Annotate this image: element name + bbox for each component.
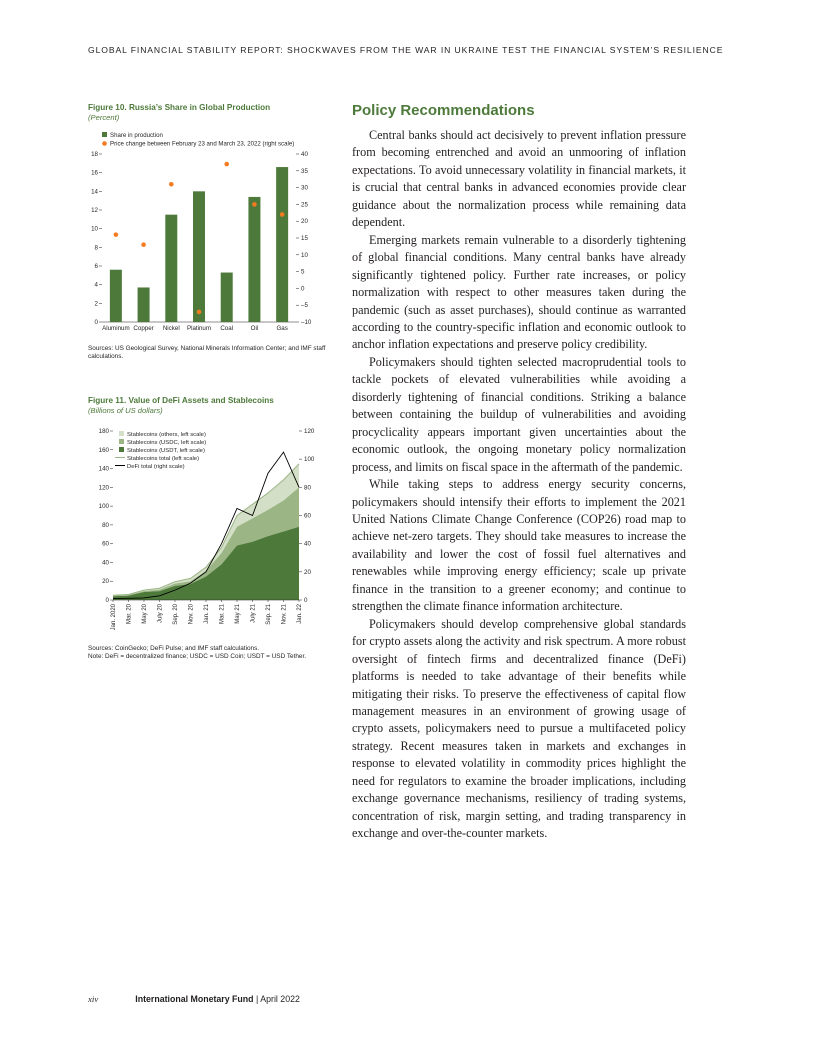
y-tick-label-right: 15 bbox=[301, 235, 308, 242]
x-tick-label: Jan. 22 bbox=[297, 604, 303, 624]
area-stablecoins-usdt bbox=[113, 527, 299, 600]
figure11-note: Note: DeFi = decentralized finance; USDC = USD Coin; USDT = USD Tether. bbox=[88, 653, 307, 660]
legend-swatch-price bbox=[102, 141, 107, 146]
y-tick-label-left: 40 bbox=[102, 559, 109, 567]
page-footer bbox=[88, 994, 300, 1004]
y-tick-label-right: –10 bbox=[301, 319, 312, 326]
figure11-sources: Sources: CoinGecko; DeFi Pulse; and IMF staff calculations. bbox=[88, 645, 260, 652]
page-number: xiv bbox=[88, 994, 99, 1004]
y-tick-label-left: 0 bbox=[105, 597, 109, 604]
point-price-change-oil bbox=[252, 202, 257, 207]
y-tick-label-left: 140 bbox=[98, 465, 109, 473]
point-price-change-gas bbox=[280, 212, 285, 217]
legend-label-others: Stablecoins (others, left scale) bbox=[127, 432, 206, 438]
y-tick-label-left: 2 bbox=[94, 300, 98, 308]
y-tick-label-left: 60 bbox=[102, 540, 109, 548]
y-tick-label-right: 60 bbox=[304, 512, 311, 520]
y-tick-label-right: 20 bbox=[301, 218, 308, 226]
y-tick-label-right: –5 bbox=[301, 302, 308, 310]
figure10-legend bbox=[102, 132, 294, 148]
footer-date: April 2022 bbox=[260, 994, 300, 1004]
y-tick-label-right: 40 bbox=[304, 540, 311, 548]
y-tick-label-right: 40 bbox=[301, 151, 308, 158]
y-tick-label-left: 120 bbox=[98, 484, 109, 492]
y-tick-label-right: 20 bbox=[304, 568, 311, 576]
y-tick-label-right: 25 bbox=[301, 201, 308, 209]
bar-share-oil bbox=[248, 197, 260, 322]
x-tick-label: Sep. 20 bbox=[173, 604, 179, 625]
figure11-legend bbox=[115, 431, 206, 470]
figure10-sources: Sources: US Geological Survey, National Minerals Information Center; and IMF staff calculations. bbox=[88, 345, 326, 361]
legend-label-defi-total: DeFi total (right scale) bbox=[127, 464, 185, 470]
y-tick-label-left: 4 bbox=[94, 281, 98, 289]
y-tick-label-left: 8 bbox=[94, 244, 98, 252]
x-tick-label: Jan. 21 bbox=[204, 604, 210, 624]
y-tick-label-right: 30 bbox=[301, 184, 308, 192]
bar-share-gas bbox=[276, 167, 288, 322]
x-tick-label: Jan. 2020 bbox=[111, 604, 117, 631]
x-tick-label: Mar. 21 bbox=[219, 604, 226, 625]
x-tick-label: Copper bbox=[133, 325, 154, 332]
bar-share-copper bbox=[138, 287, 150, 322]
legend-label-stable-total: Stablecoins total (left scale) bbox=[127, 456, 200, 462]
y-tick-label-right: 35 bbox=[301, 167, 308, 175]
paragraph: Policymakers should tighten selected macroprudential tools to tackle pockets of elevated vulnerabilities while avoiding a disorderly tightening of financial conditions. Striking a balance between containing the buildup of vulnerabilities and avoiding procyclicality appears important given uncertainties about the economic outlook, the ongoing monetary policy normalization process, and limits on fiscal space in the aftermath of the pandemic. bbox=[352, 354, 686, 474]
y-tick-label-right: 100 bbox=[304, 456, 315, 464]
bar-share-coal bbox=[221, 273, 233, 322]
x-tick-label: Nov. 21 bbox=[281, 604, 288, 625]
x-tick-label: Aluminum bbox=[102, 325, 130, 332]
y-tick-label-left: 80 bbox=[102, 521, 109, 529]
section-heading: Policy Recommendations bbox=[352, 102, 535, 119]
legend-label-usdt: Stablecoins (USDT, left scale) bbox=[127, 448, 205, 454]
paragraph: Emerging markets remain vulnerable to a disorderly tightening of global financial conditions. Many central banks have already significantly tightened policy. Further rate increases, or policy normalization with respect to other measures taken during the pandemic (such as asset purchases), should continue as warranted according to the country-specific inflation and economic outlook to anchor inflation expectations and preserve policy credibility. bbox=[352, 232, 686, 352]
point-price-change-platinum bbox=[197, 310, 202, 315]
bar-share-platinum bbox=[193, 191, 205, 322]
footer-separator: | bbox=[256, 994, 259, 1004]
y-tick-label-left: 18 bbox=[91, 151, 98, 158]
legend-swatch-usdc bbox=[119, 439, 124, 444]
x-tick-label: May 20 bbox=[142, 604, 148, 624]
y-tick-label-left: 6 bbox=[94, 263, 98, 270]
policy-body bbox=[352, 127, 686, 843]
y-tick-label-left: 0 bbox=[94, 319, 98, 326]
legend-swatch-share bbox=[102, 132, 107, 137]
paragraph: While taking steps to address energy security concerns, policymakers should intensify their efforts to implement the 2021 United Nations Climate Change Conference (COP26) road map to achieve net-zero targets. They should take measures to increase the availability and lower the cost of fossil fuel alternatives and renewables while improving energy efficiency; scale up private finance in the transition to a greener economy; and continue to strengthen the climate finance information architecture. bbox=[352, 477, 686, 614]
legend-label-price: Price change between February 23 and March 23, 2022 (right scale) bbox=[110, 140, 295, 148]
legend-label-share: Share in production bbox=[110, 132, 163, 139]
y-tick-label-left: 14 bbox=[91, 188, 98, 196]
x-tick-label: Mar. 20 bbox=[126, 604, 133, 625]
figure10-chart bbox=[85, 128, 325, 338]
x-tick-label: Coal bbox=[220, 325, 234, 332]
bar-share-aluminum bbox=[110, 270, 122, 322]
y-tick-label-right: 80 bbox=[304, 484, 311, 492]
y-tick-label-right: 5 bbox=[301, 268, 305, 276]
x-tick-label: May 21 bbox=[235, 604, 241, 624]
x-tick-label: Nov. 20 bbox=[188, 604, 195, 625]
paragraph: Policymakers should develop comprehensive global standards for crypto assets along the activity and risk spectrum. A more robust oversight of fintech firms and decentralized finance (DeFi) platforms is needed to take advantage of their benefits while mitigating their risks. To preserve the effectiveness of capital flow management measures in an environment of growing usage of crypto assets, policymakers need to pursue a multifaceted policy strategy. Recent measures taken in markets and exchanges in response to elevated volatility in commodity prices highlight the need for regulators to examine the broader implications, including exchange governance mechanisms, resiliency of trading systems, concentration of risk, margin setting, and trading transparency in exchange and over-the-counter markets. bbox=[352, 616, 686, 841]
legend-label-usdc: Stablecoins (USDC, left scale) bbox=[127, 440, 207, 446]
figure11-chart bbox=[85, 420, 330, 645]
y-tick-label-left: 100 bbox=[98, 503, 109, 511]
x-tick-label: Nickel bbox=[162, 325, 180, 332]
y-tick-label-right: 10 bbox=[301, 251, 308, 259]
point-price-change-coal bbox=[224, 162, 229, 167]
point-price-change-nickel bbox=[169, 182, 174, 187]
figure11-subtitle: (Billions of US dollars) bbox=[88, 406, 163, 415]
y-tick-label-right: 120 bbox=[304, 428, 315, 435]
footer-organization: International Monetary Fund bbox=[135, 994, 254, 1004]
y-tick-label-left: 160 bbox=[98, 446, 109, 454]
figure11-title: Figure 11. Value of DeFi Assets and Stablecoins bbox=[88, 396, 274, 405]
point-price-change-aluminum bbox=[114, 232, 119, 237]
y-tick-label-left: 180 bbox=[98, 428, 109, 435]
x-tick-label: July 20 bbox=[157, 604, 164, 624]
y-tick-label-right: 0 bbox=[301, 285, 305, 293]
paragraph: Central banks should act decisively to prevent inflation pressure from becoming entrenched and avoid an unmooring of inflation expectations. To avoid unnecessary volatility in financial markets, it is crucial that central banks in advanced economies provide clear guidance about the normalization process while remaining data dependent. bbox=[352, 128, 686, 230]
running-header: GLOBAL FINANCIAL STABILITY REPORT: SHOCKWAVES FROM THE WAR IN UKRAINE TEST THE FINANCIAL SYSTEM’S RESILIENCE bbox=[88, 45, 724, 55]
bar-share-nickel bbox=[165, 215, 177, 322]
figure10-subtitle: (Percent) bbox=[88, 113, 120, 122]
y-tick-label-left: 16 bbox=[91, 169, 98, 177]
figure10-title: Figure 10. Russia’s Share in Global Production bbox=[88, 103, 271, 112]
x-tick-label: Oil bbox=[250, 325, 259, 332]
x-tick-label: Platinum bbox=[186, 325, 212, 332]
legend-swatch-others bbox=[119, 431, 124, 436]
point-price-change-copper bbox=[141, 242, 146, 247]
x-tick-label: Sep. 21 bbox=[266, 604, 272, 625]
y-tick-label-right: 0 bbox=[304, 597, 308, 604]
y-tick-label-left: 20 bbox=[102, 578, 109, 586]
x-tick-label: Gas bbox=[276, 325, 288, 332]
legend-swatch-usdt bbox=[119, 447, 124, 452]
x-tick-label: July 21 bbox=[250, 604, 257, 624]
y-tick-label-left: 10 bbox=[91, 225, 98, 233]
y-tick-label-left: 12 bbox=[91, 207, 98, 214]
